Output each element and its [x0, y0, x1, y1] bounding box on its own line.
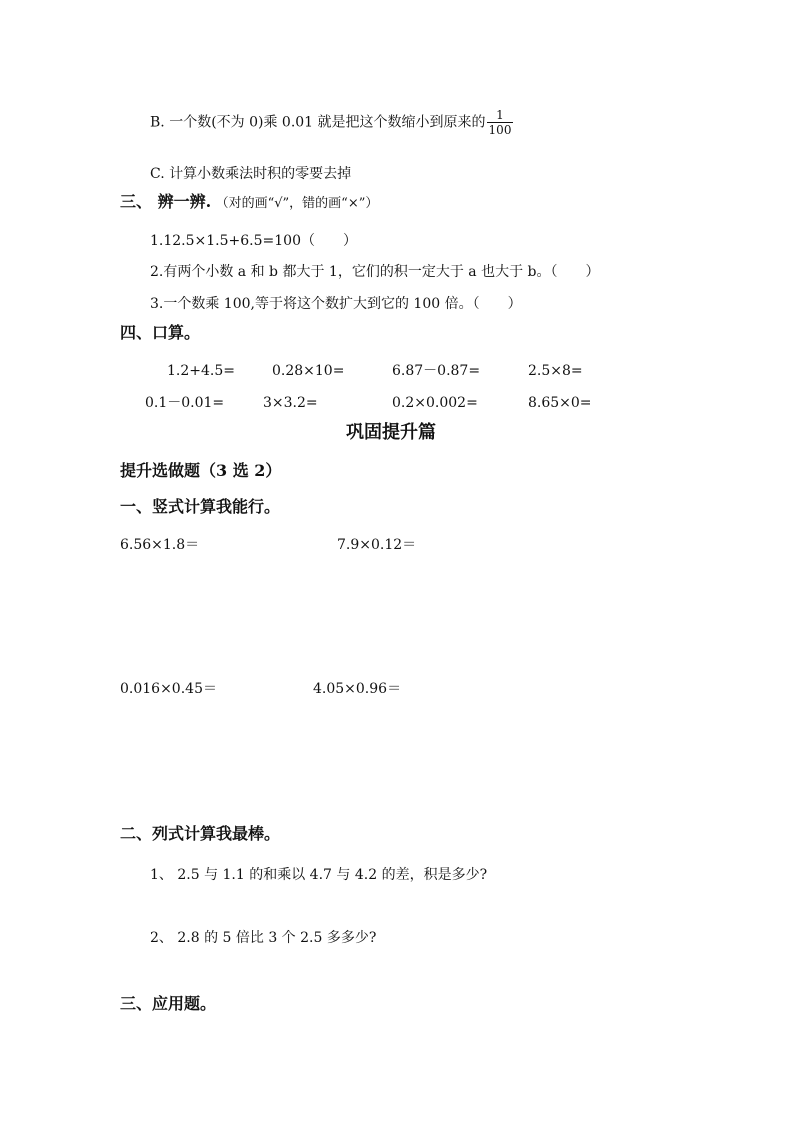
part-title: 巩固提升篇 [346, 422, 436, 443]
option-c: C. 计算小数乘法时积的零要去掉 [150, 166, 352, 182]
mental-1-4: 2.5×8= [528, 363, 583, 379]
judge-item-2: 2.有两个小数 a 和 b 都大于 1，它们的积一定大于 a 也大于 b。（ ） [150, 264, 600, 280]
vertical-calc-1: 6.56×1.8＝ [120, 537, 200, 553]
fraction-numerator: 1 [487, 108, 514, 123]
q3-heading: 三、应用题。 [120, 994, 217, 1013]
option-b-text: B. 一个数(不为 0)乘 0.01 就是把这个数缩小到原来的 [150, 114, 486, 131]
q2-heading: 二、列式计算我最棒。 [120, 824, 281, 843]
vertical-calc-3: 0.016×0.45＝ [120, 681, 217, 697]
mental-2-3: 0.2×0.002= [392, 395, 478, 411]
mental-1-1: 1.2+4.5= [167, 363, 235, 379]
fraction-one-hundredth [487, 108, 514, 137]
fraction-denominator: 100 [488, 123, 512, 137]
mental-1-2: 0.28×10= [272, 363, 345, 379]
expression-item-2: 2、 2.8 的 5 倍比 3 个 2.5 多多少? [150, 930, 377, 946]
option-b [150, 108, 513, 137]
mental-2-4: 8.65×0= [528, 395, 592, 411]
section3-heading: 三、 辨一辨. [120, 192, 212, 211]
section4-heading: 四、口算。 [120, 323, 201, 342]
section3-note: （对的画“√”，错的画“×”） [215, 196, 379, 211]
section3-heading-line [120, 193, 378, 213]
mental-1-3: 6.87－0.87= [392, 363, 481, 379]
q1-heading: 一、竖式计算我能行。 [120, 497, 281, 516]
vertical-calc-2: 7.9×0.12＝ [337, 537, 417, 553]
subtitle: 提升选做题（3 选 2） [120, 461, 282, 480]
mental-2-2: 3×3.2= [263, 395, 318, 411]
vertical-calc-4: 4.05×0.96＝ [313, 681, 402, 697]
expression-item-1: 1、 2.5 与 1.1 的和乘以 4.7 与 4.2 的差，积是多少? [150, 867, 488, 883]
mental-2-1: 0.1－0.01= [145, 395, 225, 411]
judge-item-1: 1.12.5×1.5+6.5=100（ ） [150, 233, 357, 249]
judge-item-3: 3.一个数乘 100,等于将这个数扩大到它的 100 倍。（ ） [150, 296, 522, 312]
